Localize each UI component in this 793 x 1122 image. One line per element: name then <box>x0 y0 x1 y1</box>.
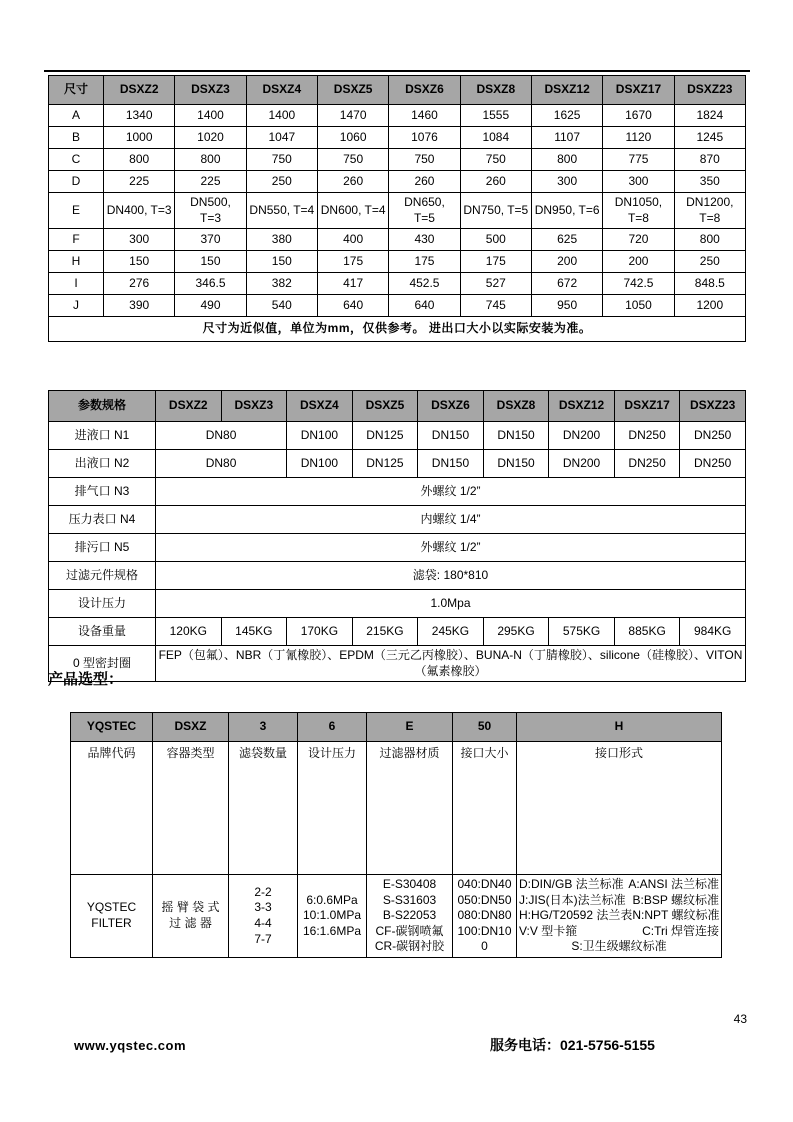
cell: DN750, T=5 <box>460 193 531 229</box>
cell: 排污口 N5 <box>49 534 156 562</box>
cell: 260 <box>460 171 531 193</box>
cell: A <box>49 105 104 127</box>
cell: 750 <box>460 149 531 171</box>
header-cell: DSXZ5 <box>352 391 418 422</box>
cell: 750 <box>317 149 388 171</box>
cell: 出液口 N2 <box>49 450 156 478</box>
cell: YQSTEC FILTER <box>71 875 153 958</box>
cell: DN600, T=4 <box>317 193 388 229</box>
cell: 150 <box>104 251 175 273</box>
cell: 527 <box>460 273 531 295</box>
cell: DN1050, T=8 <box>603 193 674 229</box>
cell: 750 <box>389 149 460 171</box>
cell: E-S30408 S-S31603 B-S22053 CF-碳钢喷氟 CR-碳钢衬胶 <box>367 875 453 958</box>
cell: DN200 <box>549 422 615 450</box>
cell: 6:0.6MPa 10:1.0MPa 16:1.6MPa <box>298 875 367 958</box>
header-cell: 参数规格 <box>49 391 156 422</box>
cell: 设备重量 <box>49 618 156 646</box>
cell: 摇 臂 袋 式 过 滤 器 <box>153 875 229 958</box>
cell: 压力表口 N4 <box>49 506 156 534</box>
header-cell: 尺寸 <box>49 76 104 105</box>
cell: 200 <box>531 251 602 273</box>
header-cell: DSXZ8 <box>460 76 531 105</box>
cell: 0 型密封圈 <box>49 646 156 682</box>
cell: DN100 <box>287 422 353 450</box>
cell: 250 <box>246 171 317 193</box>
cell: 150 <box>246 251 317 273</box>
cell: 346.5 <box>175 273 246 295</box>
cell: DN250 <box>614 450 680 478</box>
table-row <box>49 193 746 229</box>
cell: DN100 <box>287 450 353 478</box>
table-row <box>49 273 746 295</box>
cell: 260 <box>389 171 460 193</box>
table-row <box>49 590 746 618</box>
cell: DN950, T=6 <box>531 193 602 229</box>
cell: 225 <box>175 171 246 193</box>
header-cell: E <box>367 713 453 742</box>
table-row <box>49 229 746 251</box>
cell: 300 <box>104 229 175 251</box>
cell: 1400 <box>175 105 246 127</box>
table-row <box>49 127 746 149</box>
cell: 870 <box>674 149 745 171</box>
cell: 1107 <box>531 127 602 149</box>
cell: 设计压力 <box>49 590 156 618</box>
table-row <box>49 422 746 450</box>
cell: 200 <box>603 251 674 273</box>
table-row <box>71 742 722 875</box>
table-row <box>49 105 746 127</box>
cell: F <box>49 229 104 251</box>
cell: 885KG <box>614 618 680 646</box>
cell: 800 <box>104 149 175 171</box>
cell: 接口形式 <box>517 742 722 875</box>
cell: DN1200, T=8 <box>674 193 745 229</box>
cell: 295KG <box>483 618 549 646</box>
table-row <box>49 295 746 317</box>
cell: 452.5 <box>389 273 460 295</box>
cell: C <box>49 149 104 171</box>
cell: 1050 <box>603 295 674 317</box>
website-text: www.yqstec.com <box>74 1038 186 1053</box>
cell: DN650, T=5 <box>389 193 460 229</box>
cell: DN150 <box>418 450 484 478</box>
cell: DN250 <box>614 422 680 450</box>
header-cell: DSXZ8 <box>483 391 549 422</box>
cell: 640 <box>389 295 460 317</box>
cell: 300 <box>603 171 674 193</box>
cell: 490 <box>175 295 246 317</box>
cell: 300 <box>531 171 602 193</box>
cell: 1460 <box>389 105 460 127</box>
cell: 1000 <box>104 127 175 149</box>
cell: 215KG <box>352 618 418 646</box>
cell: 540 <box>246 295 317 317</box>
table-row <box>49 450 746 478</box>
cell: DN550, T=4 <box>246 193 317 229</box>
header-cell: DSXZ17 <box>603 76 674 105</box>
header-cell: DSXZ3 <box>221 391 287 422</box>
cell: 1120 <box>603 127 674 149</box>
table-row <box>49 251 746 273</box>
header-cell: DSXZ3 <box>175 76 246 105</box>
cell: 040:DN40 050:DN50 080:DN80 100:DN100 <box>453 875 517 958</box>
cell: D <box>49 171 104 193</box>
cell: DN125 <box>352 450 418 478</box>
table-row <box>49 149 746 171</box>
cell: 设计压力 <box>298 742 367 875</box>
parameters-table <box>48 390 746 682</box>
page-number: 43 <box>733 1012 747 1026</box>
cell: 175 <box>460 251 531 273</box>
header-cell: DSXZ23 <box>680 391 746 422</box>
cell: 过滤器材质 <box>367 742 453 875</box>
cell: 175 <box>389 251 460 273</box>
table-row <box>49 534 746 562</box>
cell: 640 <box>317 295 388 317</box>
cell: DN80 <box>156 450 287 478</box>
table-row <box>49 562 746 590</box>
cell: 800 <box>674 229 745 251</box>
cell: DN250 <box>680 450 746 478</box>
cell: DN80 <box>156 422 287 450</box>
cell: DN400, T=3 <box>104 193 175 229</box>
cell: DN150 <box>483 422 549 450</box>
header-cell: YQSTEC <box>71 713 153 742</box>
cell: 进液口 N1 <box>49 422 156 450</box>
cell: 尺寸为近似值，单位为mm，仅供参考。 进出口大小以实际安装为准。 <box>49 317 746 342</box>
cell: 接口大小 <box>453 742 517 875</box>
cell: 1400 <box>246 105 317 127</box>
cell: 380 <box>246 229 317 251</box>
table-row <box>49 506 746 534</box>
table-row <box>71 713 722 742</box>
product-selection-title: 产品选型： <box>48 671 124 688</box>
cell: 外螺纹 1/2” <box>156 478 746 506</box>
cell: 800 <box>531 149 602 171</box>
cell: 滤袋: 180*810 <box>156 562 746 590</box>
header-cell: DSXZ6 <box>389 76 460 105</box>
cell: 内螺纹 1/4” <box>156 506 746 534</box>
cell: 984KG <box>680 618 746 646</box>
cell: 350 <box>674 171 745 193</box>
cell: 175 <box>317 251 388 273</box>
cell: 430 <box>389 229 460 251</box>
header-cell: DSXZ2 <box>156 391 222 422</box>
table-row <box>49 171 746 193</box>
table-row <box>49 646 746 682</box>
top-rule-divider <box>44 70 750 72</box>
cell: 170KG <box>287 618 353 646</box>
cell: 1020 <box>175 127 246 149</box>
cell: 外螺纹 1/2” <box>156 534 746 562</box>
cell: 245KG <box>418 618 484 646</box>
cell: 1060 <box>317 127 388 149</box>
header-cell: 6 <box>298 713 367 742</box>
cell: 370 <box>175 229 246 251</box>
cell: 390 <box>104 295 175 317</box>
cell: 容器类型 <box>153 742 229 875</box>
cell: 225 <box>104 171 175 193</box>
cell: 775 <box>603 149 674 171</box>
cell: 1084 <box>460 127 531 149</box>
cell: 742.5 <box>603 273 674 295</box>
header-cell: DSXZ23 <box>674 76 745 105</box>
cell: 1470 <box>317 105 388 127</box>
cell: H <box>49 251 104 273</box>
cell: 382 <box>246 273 317 295</box>
cell: J <box>49 295 104 317</box>
cell: DN250 <box>680 422 746 450</box>
cell: 800 <box>175 149 246 171</box>
cell: 500 <box>460 229 531 251</box>
cell: 滤袋数量 <box>229 742 298 875</box>
cell: I <box>49 273 104 295</box>
cell: 150 <box>175 251 246 273</box>
cell: DN500, T=3 <box>175 193 246 229</box>
cell: 1670 <box>603 105 674 127</box>
cell: 575KG <box>549 618 615 646</box>
cell: B <box>49 127 104 149</box>
product-selection-table <box>70 712 722 958</box>
cell: 1047 <box>246 127 317 149</box>
cell: DN150 <box>418 422 484 450</box>
cell: 276 <box>104 273 175 295</box>
cell: 950 <box>531 295 602 317</box>
table-row <box>49 618 746 646</box>
cell: 625 <box>531 229 602 251</box>
header-cell: 50 <box>453 713 517 742</box>
header-cell: DSXZ2 <box>104 76 175 105</box>
cell: DN125 <box>352 422 418 450</box>
header-cell: DSXZ6 <box>418 391 484 422</box>
cell: 排气口 N3 <box>49 478 156 506</box>
cell: 1245 <box>674 127 745 149</box>
header-cell: DSXZ17 <box>614 391 680 422</box>
dimensions-table <box>48 75 746 342</box>
cell: 848.5 <box>674 273 745 295</box>
cell: 1076 <box>389 127 460 149</box>
cell: 过滤元件规格 <box>49 562 156 590</box>
cell: 417 <box>317 273 388 295</box>
table-row <box>49 76 746 105</box>
cell: 745 <box>460 295 531 317</box>
table-row <box>49 317 746 342</box>
cell: 672 <box>531 273 602 295</box>
header-cell: DSXZ4 <box>246 76 317 105</box>
header-cell: 3 <box>229 713 298 742</box>
cell: 1824 <box>674 105 745 127</box>
cell: 720 <box>603 229 674 251</box>
header-cell: DSXZ5 <box>317 76 388 105</box>
cell: 1340 <box>104 105 175 127</box>
cell: 750 <box>246 149 317 171</box>
cell: 250 <box>674 251 745 273</box>
cell: DN200 <box>549 450 615 478</box>
cell: 1625 <box>531 105 602 127</box>
cell: 400 <box>317 229 388 251</box>
header-cell: DSXZ12 <box>549 391 615 422</box>
service-phone-text: 服务电话：021-5756-5155 <box>490 1037 655 1053</box>
cell: D:DIN/GB 法兰标准 A:ANSI 法兰标准 J:JIS(日本)法兰标准 B:BSP 螺纹标准 H:HG/T20592 法兰表 N:NPT 螺纹标准 V:V 型卡箍 C:Tri 焊管连接 S:卫生级螺纹标准 <box>517 875 722 958</box>
cell: 1.0Mpa <box>156 590 746 618</box>
header-cell: DSXZ <box>153 713 229 742</box>
cell: DN150 <box>483 450 549 478</box>
header-cell: DSXZ4 <box>287 391 353 422</box>
cell: 1555 <box>460 105 531 127</box>
cell: 品牌代码 <box>71 742 153 875</box>
cell: 1200 <box>674 295 745 317</box>
header-cell: DSXZ12 <box>531 76 602 105</box>
header-cell: H <box>517 713 722 742</box>
table-row <box>71 875 722 958</box>
cell: 145KG <box>221 618 287 646</box>
cell: 260 <box>317 171 388 193</box>
cell: E <box>49 193 104 229</box>
cell: 120KG <box>156 618 222 646</box>
cell: FEP（包氟）、NBR（丁氰橡胶）、EPDM（三元乙丙橡胶）、BUNA-N（丁腈橡胶）、silicone（硅橡胶）、VITON （氟素橡胶） <box>156 646 746 682</box>
table-row <box>49 391 746 422</box>
table-row <box>49 478 746 506</box>
cell: 2-2 3-3 4-4 7-7 <box>229 875 298 958</box>
